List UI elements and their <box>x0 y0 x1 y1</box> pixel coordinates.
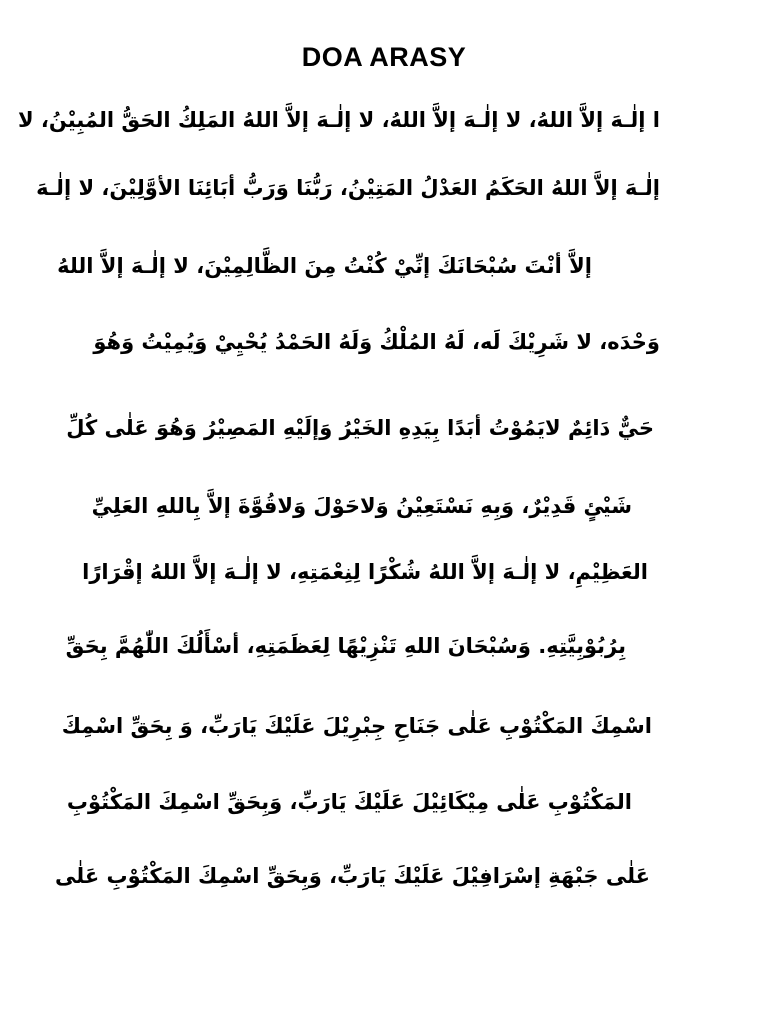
doa-line-4: وَحْدَه، لا شَرِيْكَ لَه، لَهُ المُلْكُ وَلَهُ الحَمْدُ يُحْيِيْ وَيُمِيْتُ وَهُوَ <box>93 330 660 354</box>
doa-line-8: بِرُبُوْبِيَّتِهِ. وَسُبْحَانَ اللهِ تَنْزِيْهًا لِعَظَمَتِهِ، أسْأَلُكَ اللّٰهُمَّ بِحَقِّ <box>65 634 626 658</box>
document-title: DOA ARASY <box>301 42 467 72</box>
doa-line-10: المَكْتُوْبِ عَلٰى مِيْكَائِيْلَ عَلَيْكَ يَارَبِّ، وَبِحَقِّ اسْمِكَ المَكْتُوْبِ <box>66 790 632 814</box>
doa-line-3: إلاَّ أنْتَ سُبْحَانَكَ إنِّيْ كُنْتُ مِنَ الظَّالِمِيْنَ، لا إلٰـهَ إلاَّ اللهُ <box>57 254 592 278</box>
doa-line-5: حَيٌّ دَائِمٌ لايَمُوْتُ أبَدًا بِيَدِهِ الخَيْرُ وَإلَيْهِ المَصِيْرُ وَهُوَ عَلٰى كُلِّ <box>66 416 654 440</box>
doa-line-9: اسْمِكَ المَكْتُوْبِ عَلٰى جَنَاحِ جِبْرِيْلَ عَلَيْكَ يَارَبِّ، وَ بِحَقِّ اسْمِكَ <box>61 714 652 738</box>
doa-line-2: إلٰـهَ إلاَّ اللهُ الحَكَمُ العَدْلُ المَتِيْنُ، رَبُّنَا وَرَبُّ أبَائِنَا الأوَّلِيْنَ، لا إلٰـهَ <box>36 176 660 200</box>
doa-line-7: العَظِيْمِ، لا إلٰـهَ إلاَّ اللهُ شُكْرًا لِنِعْمَتِهِ، لا إلٰـهَ إلاَّ اللهُ إقْرَارًا <box>82 560 648 584</box>
doa-line-6: شَيْئٍ قَدِيْرٌ، وَبِهِ نَسْتَعِيْنُ وَلاحَوْلَ وَلاقُوَّةَ إلاَّ بِاللهِ العَلِيِّ <box>91 494 632 518</box>
doa-line-11: عَلٰى جَبْهَةِ إسْرَافِيْلَ عَلَيْكَ يَارَبِّ، وَبِحَقِّ اسْمِكَ المَكْتُوْبِ عَلٰى <box>55 864 650 888</box>
doa-line-1: ا إلٰـهَ إلاَّ اللهُ، لا إلٰـهَ إلاَّ اللهُ، لا إلٰـهَ إلاَّ اللهُ المَلِكُ الحَقُّ المُبِيْنُ، لا <box>17 108 660 132</box>
